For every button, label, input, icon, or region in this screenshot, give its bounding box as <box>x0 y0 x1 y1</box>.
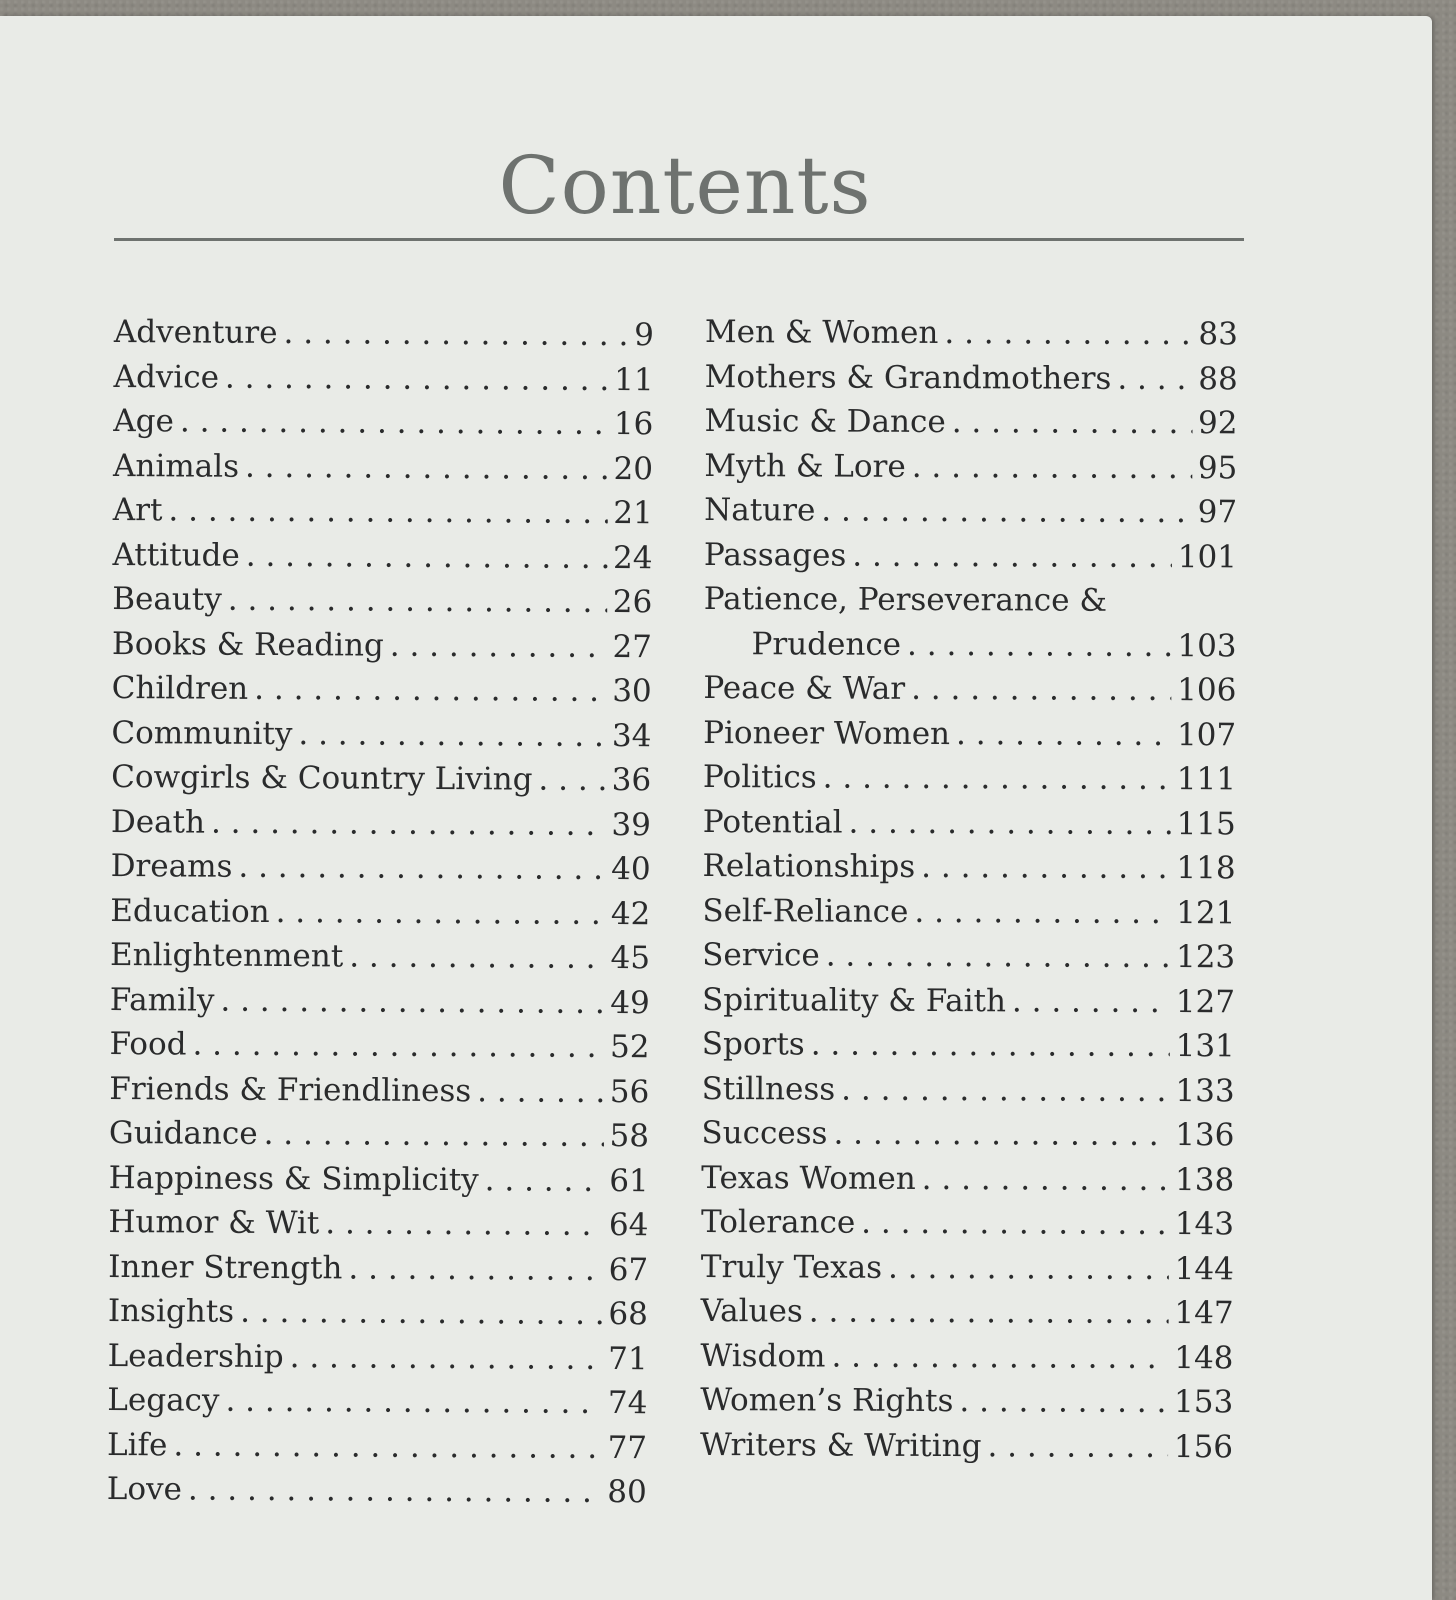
toc-entry-title: Texas Women <box>701 1159 916 1197</box>
toc-entry-page-number: 30 <box>612 673 652 710</box>
toc-entry-title: Pioneer Women <box>703 714 951 752</box>
toc-entry-title: Adventure <box>113 314 278 351</box>
toc-entry <box>110 848 650 896</box>
toc-entry-page-number: 39 <box>611 806 651 843</box>
dot-leader <box>225 359 608 397</box>
toc-entry-title: Education <box>110 892 270 930</box>
toc-entry <box>701 1293 1234 1340</box>
toc-entry-page-number: 144 <box>1174 1250 1234 1287</box>
toc-entry-title: Wisdom <box>700 1337 826 1375</box>
toc-entry <box>700 1382 1233 1429</box>
dot-leader <box>485 1162 604 1199</box>
toc-entry-title: Sports <box>701 1025 805 1063</box>
toc-entry <box>107 1337 647 1385</box>
toc-entry-page-number: 26 <box>612 584 653 621</box>
toc-entry <box>108 1204 648 1252</box>
dot-leader <box>1117 360 1192 396</box>
toc-entry-page-number: 133 <box>1175 1072 1235 1109</box>
toc-entry <box>701 1248 1234 1295</box>
toc-entry-page-number: 127 <box>1175 983 1236 1020</box>
toc-entry-page-number: 27 <box>612 628 653 665</box>
dot-leader <box>823 760 1171 798</box>
toc-entry-page-number: 88 <box>1198 360 1238 397</box>
toc-entry-page-number: 58 <box>609 1118 650 1155</box>
dot-leader <box>831 1338 1168 1375</box>
dot-leader <box>987 1428 1168 1465</box>
toc-entry <box>703 759 1236 806</box>
toc-left-column <box>107 314 654 1519</box>
toc-entry-title: Community <box>111 714 293 752</box>
toc-entry-title: Attitude <box>112 536 240 574</box>
dot-leader <box>1012 983 1170 1020</box>
toc-entry-title: Peace & War <box>703 669 906 707</box>
toc-entry-title: Animals <box>112 447 240 485</box>
toc-entry-title: Patience, Perseverance & <box>703 580 1108 619</box>
toc-entry-title: Nature <box>704 491 816 529</box>
toc-entry-title: Cowgirls & Country Living <box>111 758 533 798</box>
toc-entry <box>702 981 1235 1028</box>
toc-entry <box>702 848 1235 895</box>
toc-entry <box>703 714 1236 761</box>
toc-entry-page-number: 118 <box>1176 850 1236 887</box>
toc-entry-page-number: 143 <box>1174 1206 1235 1243</box>
toc-entry-page-number: 36 <box>611 762 652 799</box>
toc-entry-page-number: 52 <box>609 1029 650 1066</box>
dot-leader <box>168 492 607 531</box>
toc-entry-page-number: 147 <box>1174 1295 1234 1332</box>
toc-entry <box>113 403 653 451</box>
dot-leader <box>180 403 608 442</box>
toc-entry-title: Music & Dance <box>704 402 946 441</box>
dot-leader <box>349 938 605 976</box>
page-title: Contents <box>498 139 872 232</box>
toc-entry <box>705 358 1238 405</box>
dot-leader <box>325 1205 603 1243</box>
toc-entry-title: Passages <box>703 536 847 574</box>
dot-leader <box>298 716 606 754</box>
dot-leader <box>833 1116 1169 1153</box>
dot-leader <box>849 804 1171 841</box>
dot-leader <box>956 716 1171 753</box>
toc-entry-title: Guidance <box>108 1114 258 1152</box>
dot-leader <box>211 804 606 842</box>
toc-entry-page-number: 103 <box>1177 627 1237 664</box>
toc-entry-title: Art <box>112 491 163 529</box>
toc-entry <box>110 981 650 1029</box>
toc-entry <box>701 1159 1234 1206</box>
toc-entry-page-number: 111 <box>1176 761 1237 798</box>
toc-entry-title: Service <box>702 936 820 974</box>
toc-entry <box>701 1115 1234 1162</box>
dot-leader <box>921 849 1170 886</box>
toc-entry <box>702 892 1235 939</box>
toc-entry-title: Tolerance <box>700 1203 856 1241</box>
toc-entry-page-number: 131 <box>1175 1028 1235 1065</box>
dot-leader <box>907 626 1171 663</box>
dot-leader <box>240 1294 603 1332</box>
toc-entry <box>705 314 1238 361</box>
toc-entry <box>107 1426 647 1474</box>
toc-entry-title: Friends & Friendliness <box>109 1070 472 1109</box>
toc-entry <box>114 314 654 362</box>
toc-entry <box>111 714 651 762</box>
dot-leader <box>809 1293 1169 1331</box>
toc-entry-title: Politics <box>702 758 817 796</box>
dot-leader <box>283 315 628 353</box>
toc-entry <box>700 1426 1233 1473</box>
toc-entry-title: Spirituality & Faith <box>701 981 1007 1019</box>
toc-entry-title: Truly Texas <box>700 1248 883 1286</box>
dot-leader <box>238 849 605 887</box>
toc-entry-page-number: 74 <box>607 1385 648 1422</box>
toc-entry-title: Myth & Lore <box>704 447 906 485</box>
dot-leader <box>811 1026 1170 1064</box>
toc-entry <box>109 1070 649 1118</box>
toc-entry-page-number: 45 <box>610 940 651 977</box>
toc-entry <box>107 1471 647 1519</box>
toc-entry <box>113 447 653 495</box>
toc-entry-page-number: 40 <box>611 851 651 888</box>
toc-entry <box>704 447 1237 494</box>
dot-leader <box>821 493 1191 531</box>
toc-entry <box>111 803 651 851</box>
dot-leader <box>254 671 606 709</box>
toc-entry-page-number: 42 <box>610 895 651 932</box>
dot-leader <box>477 1073 604 1110</box>
toc-entry-page-number: 61 <box>609 1162 649 1199</box>
toc-entry-title: Life <box>106 1426 168 1463</box>
toc-entry-page-number: 56 <box>609 1073 650 1110</box>
dot-leader <box>390 627 607 664</box>
toc-entry-title: Enlightenment <box>109 936 344 975</box>
toc-entry <box>110 892 650 940</box>
toc-entry-title: Advice <box>113 358 220 396</box>
toc-entry-title: Children <box>111 669 249 707</box>
toc-entry-title: Humor & Wit <box>108 1203 320 1242</box>
dot-leader <box>826 938 1170 976</box>
toc-entry <box>704 492 1237 539</box>
toc-entry-title: Stillness <box>701 1070 836 1108</box>
toc-entry-page-number: 9 <box>634 317 654 354</box>
toc-entry-title: Prudence <box>751 625 902 663</box>
toc-entry-page-number: 115 <box>1176 805 1236 842</box>
dot-leader <box>841 1071 1169 1108</box>
toc-entry <box>108 1248 648 1296</box>
dot-leader <box>276 893 605 931</box>
toc-entry-title: Writers & Writing <box>699 1426 982 1464</box>
toc-entry-page-number: 77 <box>607 1429 648 1466</box>
toc-entry <box>112 670 652 718</box>
toc-entry-page-number: 64 <box>608 1207 649 1244</box>
toc-entry-page-number: 24 <box>612 539 653 576</box>
toc-entry-title: Family <box>109 981 215 1019</box>
toc-entry-page-number: 121 <box>1176 894 1236 931</box>
dot-leader <box>228 582 607 620</box>
dot-leader <box>912 448 1192 485</box>
toc-entry-title: Love <box>106 1470 183 1508</box>
toc-entry <box>703 625 1236 672</box>
toc-entry <box>109 1159 649 1207</box>
toc-entry-title: Insights <box>107 1292 235 1330</box>
toc-entry-page-number: 83 <box>1198 316 1238 353</box>
toc-entry <box>113 492 653 540</box>
toc-entry <box>112 625 652 673</box>
toc-entry-title: Self-Reliance <box>702 892 909 930</box>
dot-leader <box>264 1116 604 1154</box>
title-divider <box>114 238 1244 241</box>
toc-entry-page-number: 49 <box>610 984 650 1021</box>
toc-right-column <box>700 314 1238 1473</box>
toc-entry-title: Success <box>701 1114 828 1152</box>
toc-entry-page-number: 21 <box>613 495 653 532</box>
dot-leader <box>192 1026 604 1065</box>
dot-leader <box>225 1383 602 1421</box>
dot-leader <box>290 1339 603 1377</box>
toc-entry <box>704 581 1237 628</box>
toc-entry <box>702 1070 1235 1117</box>
toc-entry-page-number: 68 <box>608 1296 649 1333</box>
toc-entry-page-number: 148 <box>1174 1339 1234 1376</box>
dot-leader <box>952 404 1192 441</box>
toc-entry-page-number: 156 <box>1173 1428 1234 1465</box>
dot-leader <box>538 762 605 798</box>
toc-entry-title: Values <box>700 1292 803 1330</box>
toc-entry-title: Potential <box>702 803 843 841</box>
dot-leader <box>852 537 1172 574</box>
toc-entry-title: Legacy <box>107 1381 220 1419</box>
toc-entry-page-number: 71 <box>608 1340 648 1377</box>
toc-entry-title: Happiness & Simplicity <box>108 1159 479 1198</box>
toc-entry <box>703 670 1236 717</box>
dot-leader <box>245 448 608 486</box>
toc-entry <box>704 403 1237 450</box>
toc-entry-page-number: 138 <box>1174 1161 1235 1198</box>
toc-entry <box>112 581 652 629</box>
dot-leader <box>188 1471 602 1510</box>
toc-entry-title: Dreams <box>110 847 233 885</box>
toc-entry-page-number: 136 <box>1175 1117 1235 1154</box>
toc-entry-page-number: 101 <box>1177 538 1238 575</box>
toc-entry <box>113 358 653 406</box>
toc-entry-title: Women’s Rights <box>700 1381 954 1420</box>
dot-leader <box>911 671 1171 708</box>
toc-entry <box>703 803 1236 850</box>
toc-entry <box>107 1382 647 1430</box>
toc-entry <box>702 1026 1235 1073</box>
dot-leader <box>888 1249 1169 1286</box>
toc-entry <box>109 1026 649 1074</box>
toc-entry-page-number: 34 <box>611 717 652 754</box>
toc-entry-title: Relationships <box>702 847 916 885</box>
toc-entry-page-number: 106 <box>1177 672 1237 709</box>
toc-entry-title: Food <box>109 1025 187 1063</box>
toc-entry-page-number: 107 <box>1176 716 1237 753</box>
toc-entry-page-number: 97 <box>1197 494 1238 531</box>
toc-entry-page-number: 20 <box>613 450 654 487</box>
dot-leader <box>173 1427 601 1466</box>
toc-entry <box>111 759 651 807</box>
dot-leader <box>348 1250 602 1288</box>
toc-entry-page-number: 16 <box>613 406 654 443</box>
dot-leader <box>944 315 1192 352</box>
toc-entry <box>704 536 1237 583</box>
dot-leader <box>914 893 1170 930</box>
toc-entry-title: Leadership <box>107 1337 284 1375</box>
toc-entry-page-number: 95 <box>1197 449 1238 486</box>
toc-entry-title: Death <box>110 803 206 841</box>
book-page <box>0 16 1432 1600</box>
toc-entry <box>700 1337 1233 1384</box>
dot-leader <box>959 1383 1168 1420</box>
dot-leader <box>922 1160 1169 1197</box>
toc-entry <box>109 1115 649 1163</box>
toc-entry-page-number: 67 <box>608 1251 649 1288</box>
toc-entry <box>108 1293 648 1341</box>
toc-entry-page-number: 92 <box>1197 405 1238 442</box>
toc-entry-page-number: 80 <box>607 1474 647 1511</box>
toc-entry-page-number: 11 <box>614 361 654 398</box>
toc-entry-title: Mothers & Grandmothers <box>704 358 1112 397</box>
toc-entry-page-number: 153 <box>1174 1384 1234 1421</box>
dot-leader <box>220 982 604 1020</box>
toc-entry-title: Books & Reading <box>111 625 384 664</box>
dot-leader <box>861 1205 1169 1242</box>
toc-entry <box>110 937 650 985</box>
toc-entry <box>702 937 1235 984</box>
toc-entry <box>112 536 652 584</box>
toc-entry-title: Men & Women <box>704 314 939 352</box>
toc-entry-page-number: 123 <box>1175 939 1236 976</box>
toc-entry-title: Beauty <box>112 580 222 618</box>
dot-leader <box>246 537 607 575</box>
toc-entry <box>701 1204 1234 1251</box>
toc-entry-title: Age <box>113 402 175 440</box>
toc-entry-title: Inner Strength <box>108 1248 343 1286</box>
